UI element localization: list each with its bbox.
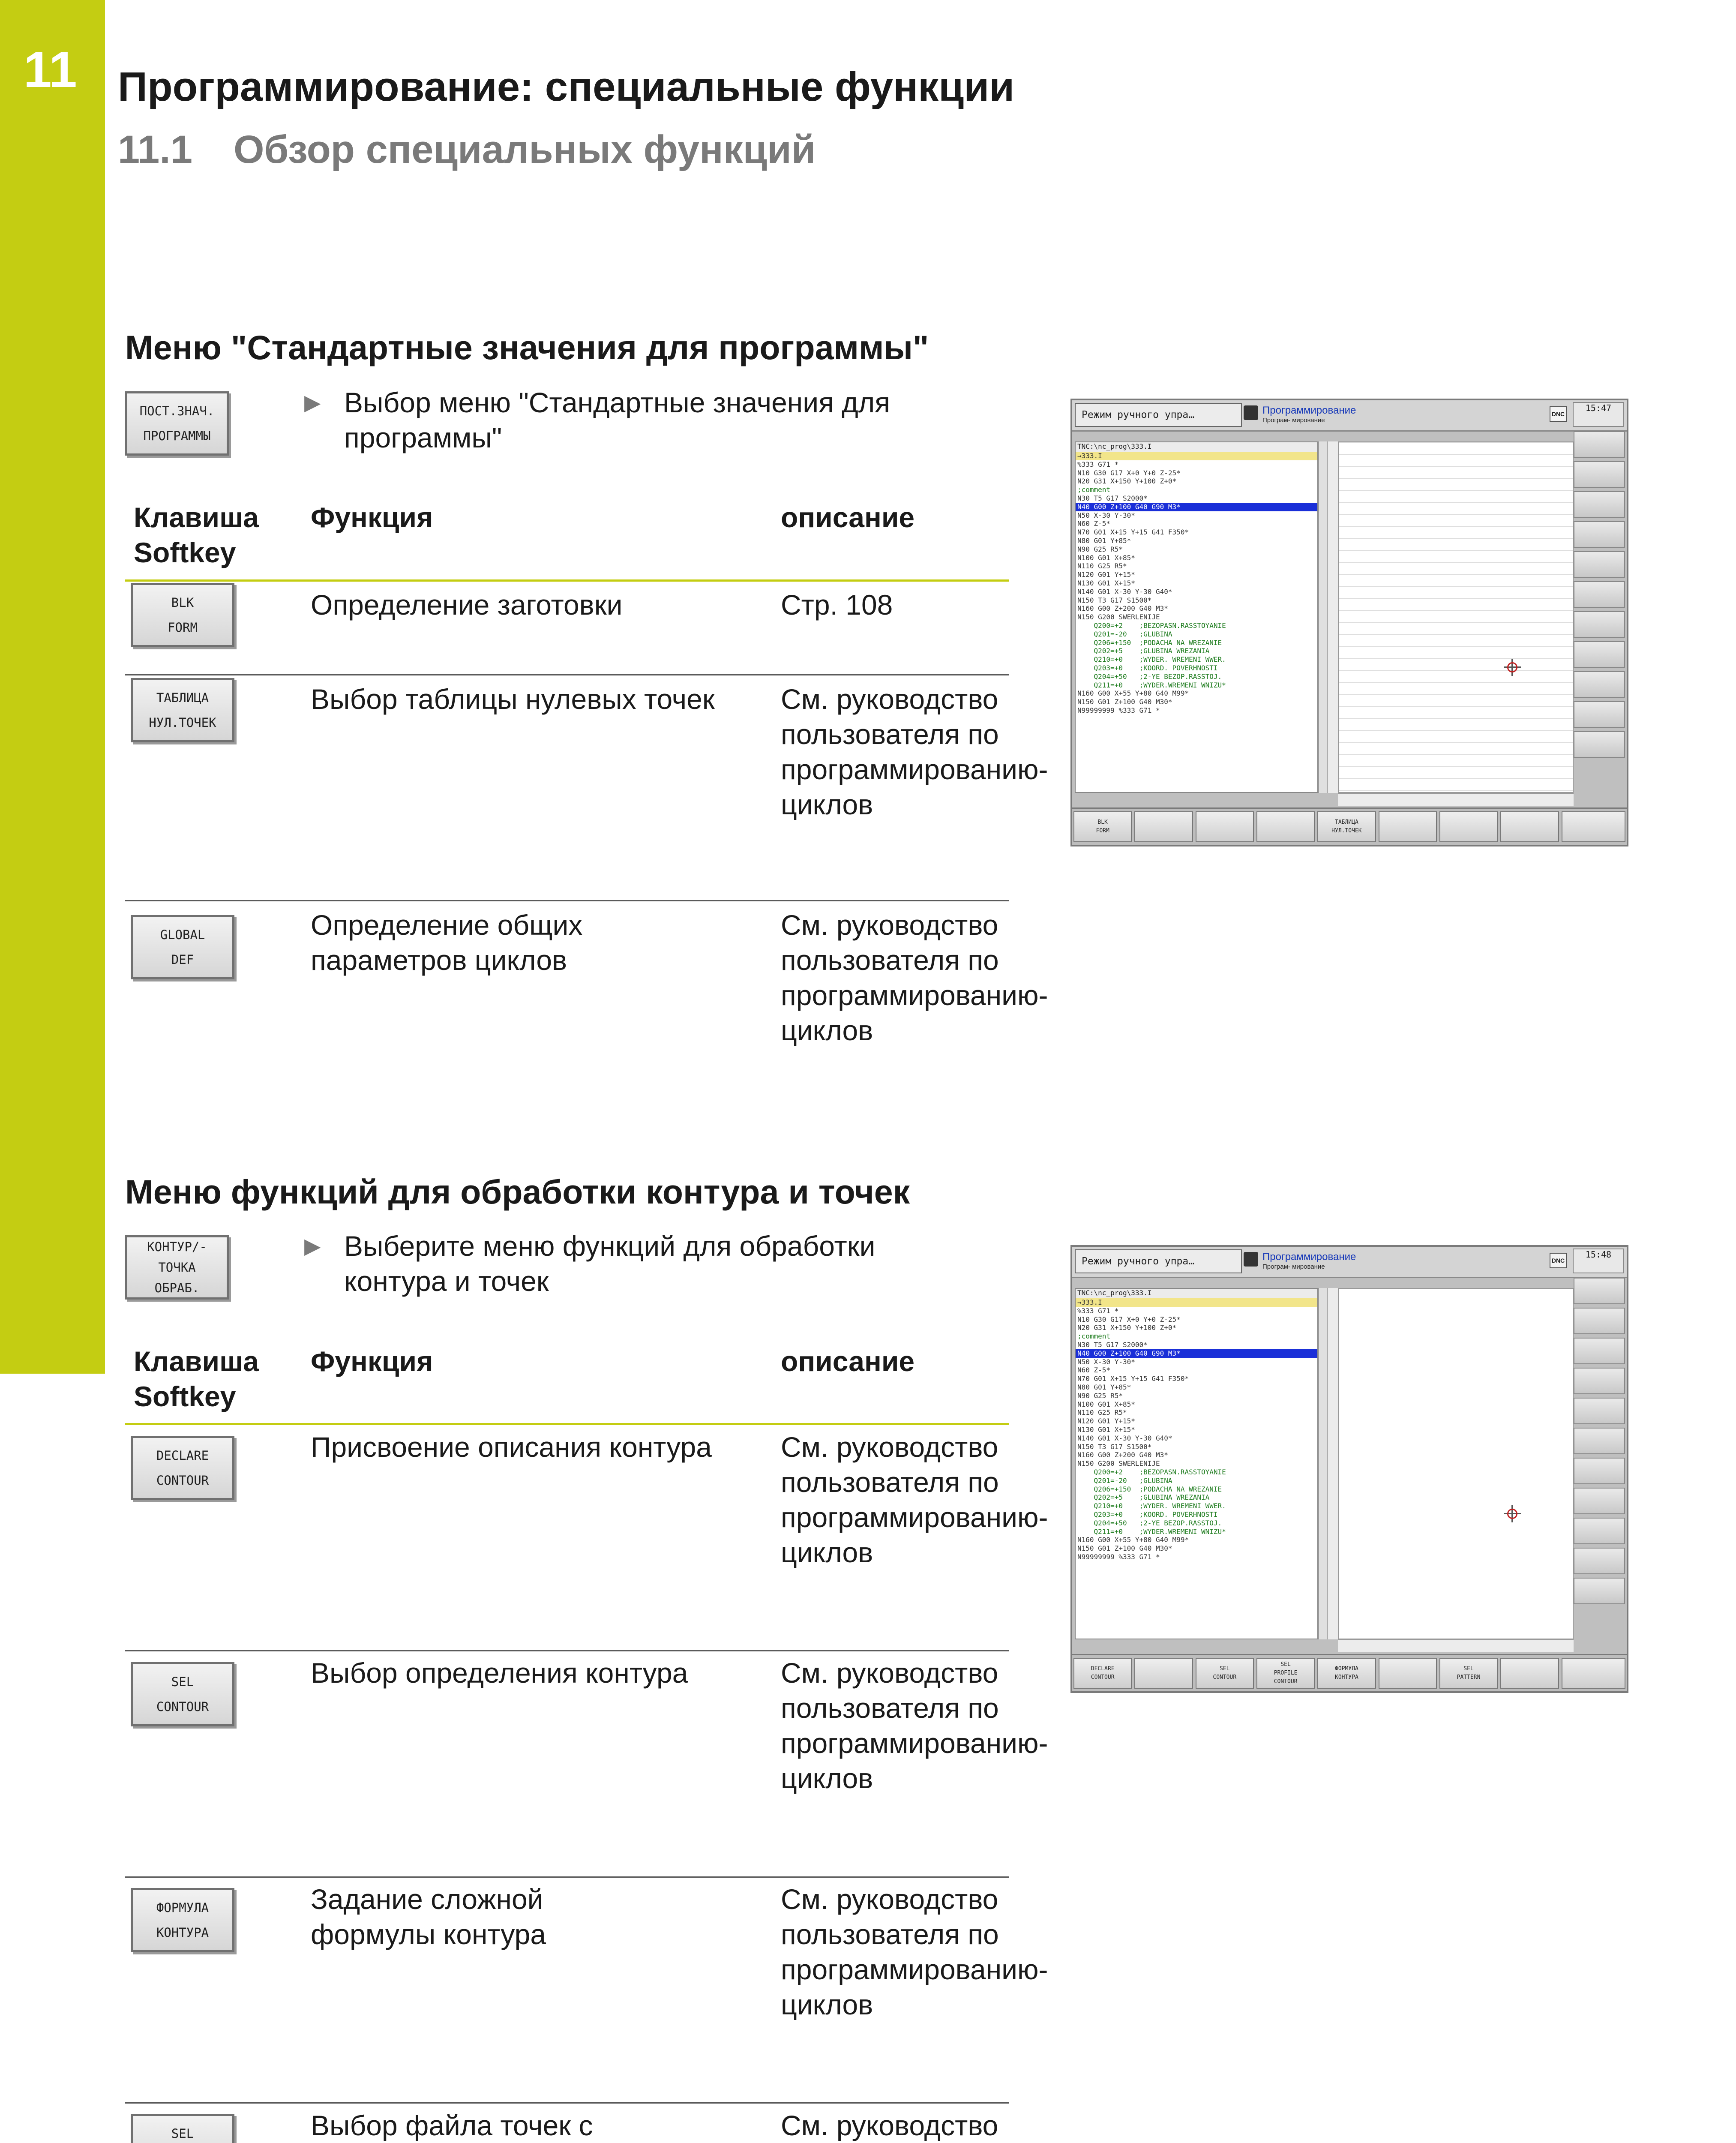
program-line[interactable]: N40 G00 Z+100 G40 G90 M3* <box>1076 503 1317 511</box>
program-line[interactable]: N30 T5 G17 S2000* <box>1077 494 1148 502</box>
softkey-datum-table[interactable] <box>131 678 234 742</box>
softkey-label: BLK <box>171 595 194 610</box>
screen-softkey-label: ФОРМУЛА <box>1335 1666 1358 1672</box>
vertical-softkey[interactable] <box>1574 1368 1625 1394</box>
program-line[interactable]: N70 G01 X+15 Y+15 G41 F350* <box>1077 528 1189 537</box>
section-title-text: Обзор специальных функций <box>234 128 816 171</box>
clock-display: 15:47 <box>1573 402 1624 427</box>
section-title <box>118 127 816 172</box>
softkey-label: ОБРАБ. <box>154 1281 200 1295</box>
program-line[interactable]: N10 G30 G17 X+0 Y+0 Z-25* <box>1077 468 1181 477</box>
softkey-label: SEL <box>171 1675 194 1689</box>
vertical-ruler <box>1327 1288 1338 1639</box>
program-path: TNC:\nc_prog\333.I <box>1076 442 1317 452</box>
horizontal-ruler <box>1338 1639 1574 1652</box>
program-line[interactable]: N90 G25 R5* <box>1077 545 1123 553</box>
program-line[interactable]: Q211=+0 ;WYDER.WREMENI WNIZU* <box>1077 681 1226 689</box>
softkey-declare-contour[interactable] <box>131 1436 234 1500</box>
softkey-label: CONTOUR <box>156 1473 209 1488</box>
section-number: 11.1 <box>118 128 192 171</box>
softkey-label: FORM <box>168 620 198 635</box>
chapter-title: Программирование: специальные функции <box>118 64 1015 110</box>
program-line[interactable]: N100 G01 X+85* <box>1077 553 1135 562</box>
vertical-softkey[interactable] <box>1574 461 1625 488</box>
vertical-softkey[interactable] <box>1574 1518 1625 1544</box>
program-line[interactable]: N30 T5 G17 S2000* <box>1077 1340 1148 1349</box>
program-line[interactable]: N130 G01 X+15* <box>1077 579 1135 587</box>
softkey-label: НУЛ.ТОЧЕК <box>149 715 216 730</box>
softkey-label: ФОРМУЛА <box>156 1900 209 1915</box>
screen-softkey-label: SEL <box>1220 1666 1230 1672</box>
program-line[interactable]: N120 G01 Y+15* <box>1077 1417 1135 1426</box>
menu2-header-rule <box>125 1423 1009 1425</box>
program-line[interactable]: N160 G00 Z+200 G40 M3* <box>1077 604 1168 613</box>
program-line[interactable]: N110 G25 R5* <box>1077 1408 1127 1417</box>
menu2-row3-function: Задание сложной формулы контура <box>311 1883 546 1950</box>
screen-softkey[interactable] <box>1256 1658 1315 1689</box>
program-line[interactable]: N150 T3 G17 S1500* <box>1077 596 1152 604</box>
program-lines <box>1076 452 1317 715</box>
program-line[interactable]: N110 G25 R5* <box>1077 562 1127 570</box>
menu2-row1-function: Присвоение описания контура <box>311 1431 712 1463</box>
vertical-softkey[interactable] <box>1574 551 1625 578</box>
mode-tab-manual[interactable]: Режим ручного упра… <box>1075 403 1242 427</box>
programming-icon <box>1244 405 1258 420</box>
table-row-divider <box>125 1876 1009 1878</box>
softkey-label: CONTOUR <box>156 1699 209 1714</box>
program-line[interactable]: N50 X-30 Y-30* <box>1077 1357 1135 1366</box>
program-line[interactable]: N20 G31 X+150 Y+100 Z+0* <box>1077 1324 1177 1332</box>
screen-softkey[interactable] <box>1439 1658 1498 1689</box>
screen-softkey[interactable] <box>1439 811 1498 842</box>
tool-position-marker-icon <box>1504 1505 1521 1522</box>
menu2-header-softkey: Клавиша Softkey <box>134 1345 259 1412</box>
vertical-softkey[interactable] <box>1574 611 1625 638</box>
program-line[interactable]: ;comment <box>1077 1332 1111 1341</box>
menu1-row2-description: См. руководство пользователя по программированию- циклов <box>781 683 1048 820</box>
screen-softkey-label: КОНТУРА <box>1335 1674 1358 1681</box>
dnc-icon: DNC <box>1550 1253 1567 1268</box>
program-path: TNC:\nc_prog\333.I <box>1076 1289 1317 1298</box>
screen-softkey-label: ТАБЛИЦА <box>1335 819 1358 825</box>
screen-softkey-label: SEL <box>1463 1666 1474 1672</box>
vertical-softkey[interactable] <box>1574 671 1625 698</box>
horizontal-ruler <box>1338 793 1574 806</box>
programming-icon <box>1244 1252 1258 1267</box>
vertical-softkey[interactable] <box>1574 1278 1625 1304</box>
softkey-sel-contour[interactable] <box>131 1662 234 1726</box>
menu2-row2-function: Выбор определения контура <box>311 1657 688 1689</box>
program-line[interactable]: N99999999 %333 G71 * <box>1077 1552 1160 1561</box>
screen-softkey[interactable] <box>1317 811 1376 842</box>
softkey-label: КОНТУРА <box>156 1925 209 1940</box>
vertical-softkey[interactable] <box>1574 1488 1625 1514</box>
program-line[interactable]: Q204=+50 ;2-YE BEZOP.RASSTOJ. <box>1077 1519 1222 1527</box>
program-line[interactable]: N150 G200 SWERLENIJE <box>1077 613 1160 621</box>
vertical-ruler <box>1327 441 1338 793</box>
program-line[interactable]: Q201=-20 ;GLUBINA <box>1077 1476 1172 1485</box>
chapter-tab <box>0 0 105 1374</box>
tnc-screen-contour-menu <box>1070 1245 1628 1693</box>
program-line[interactable]: Q202=+5 ;GLUBINA WREZANIA <box>1077 1493 1210 1502</box>
screen-softkey-label: CONTOUR <box>1274 1678 1298 1685</box>
menu2-header-function: Функция <box>311 1345 433 1377</box>
table-row-divider <box>125 2102 1009 2104</box>
softkey-label: ПОСТ.ЗНАЧ. <box>139 404 215 418</box>
editor-scrollbar[interactable] <box>1318 441 1327 793</box>
menu1-row1-description: Стр. 108 <box>781 589 893 621</box>
tnc-screen-program-defaults <box>1070 399 1628 846</box>
program-line[interactable]: N160 G00 X+55 Y+80 G40 M99* <box>1077 1536 1189 1544</box>
program-line[interactable]: N150 T3 G17 S1500* <box>1077 1442 1152 1451</box>
screen-softkey[interactable] <box>1562 1658 1626 1689</box>
menu2-header-description: описание <box>781 1345 915 1377</box>
screen-softkey[interactable] <box>1134 811 1193 842</box>
vertical-softkey[interactable] <box>1574 1578 1625 1604</box>
program-line[interactable]: %333 G71 * <box>1077 1306 1119 1315</box>
menu2-row1-description: См. руководство пользователя по программированию- циклов <box>781 1431 1048 1568</box>
vertical-softkey[interactable] <box>1574 521 1625 548</box>
vertical-softkey[interactable] <box>1574 431 1625 458</box>
program-line[interactable]: N150 G01 Z+100 G40 M30* <box>1077 1544 1172 1553</box>
menu1-step-text: Выбор меню "Стандартные значения для программы" <box>344 387 890 453</box>
menu1-header-softkey: Клавиша Softkey <box>134 501 259 568</box>
graphics-window <box>1338 441 1574 793</box>
vertical-softkey[interactable] <box>1574 581 1625 608</box>
program-editor[interactable] <box>1075 1288 1318 1639</box>
vertical-softkey[interactable] <box>1574 1458 1625 1484</box>
tool-position-marker-icon <box>1504 659 1521 676</box>
screen-softkey[interactable] <box>1562 811 1626 842</box>
softkey-label: ТАБЛИЦА <box>156 690 209 705</box>
program-line[interactable]: N140 G01 X-30 Y-30 G40* <box>1077 1434 1172 1442</box>
softkey-row <box>1072 807 1627 845</box>
screen-header <box>1072 400 1627 432</box>
vertical-softkey[interactable] <box>1574 701 1625 728</box>
screen-softkey-label: НУЛ.ТОЧЕК <box>1331 828 1362 834</box>
program-line[interactable]: N90 G25 R5* <box>1077 1391 1123 1400</box>
screen-softkey[interactable] <box>1073 1658 1132 1689</box>
screen-softkey[interactable] <box>1196 811 1254 842</box>
mode-tab-label: Программирование <box>1262 405 1356 416</box>
menu1-header-function: Функция <box>311 501 433 533</box>
program-line[interactable]: N60 Z-5* <box>1077 519 1111 528</box>
program-lines <box>1076 1298 1317 1561</box>
menu1-header-rule <box>125 579 1009 582</box>
softkey-program-defaults[interactable] <box>125 391 229 456</box>
mode-tab-manual[interactable]: Режим ручного упра… <box>1075 1249 1242 1273</box>
clock-display: 15:48 <box>1573 1249 1624 1273</box>
screen-softkey-label: CONTOUR <box>1213 1674 1237 1681</box>
softkey-contour-formula[interactable] <box>131 1888 234 1952</box>
program-line[interactable]: %333 G71 * <box>1077 460 1119 468</box>
softkey-row <box>1072 1654 1627 1691</box>
program-editor[interactable] <box>1075 441 1318 793</box>
editor-scrollbar[interactable] <box>1318 1288 1327 1639</box>
mode-tab-sublabel: Програм- мирование <box>1262 417 1325 424</box>
screen-softkey[interactable] <box>1317 1658 1376 1689</box>
softkey-label: ПРОГРАММЫ <box>143 429 211 443</box>
softkey-global-def[interactable] <box>131 915 234 979</box>
vertical-softkey-bar <box>1573 1278 1626 1655</box>
table-row-divider <box>125 900 1009 901</box>
menu2-row4-function: Выбор файла точек с <box>311 2110 593 2141</box>
program-line[interactable]: →333.I <box>1076 452 1317 460</box>
screen-softkey[interactable] <box>1500 1658 1559 1689</box>
step-arrow-icon: ▶ <box>304 390 321 414</box>
chapter-number: 11 <box>24 42 77 98</box>
program-line[interactable]: Q206=+150 ;PODACHA NA WREZANIE <box>1077 1485 1222 1493</box>
program-line[interactable]: N60 Z-5* <box>1077 1366 1111 1375</box>
program-line[interactable]: N130 G01 X+15* <box>1077 1425 1135 1434</box>
screen-softkey-label: FORM <box>1096 828 1109 834</box>
program-line[interactable]: ;comment <box>1077 486 1111 494</box>
program-line[interactable]: N160 G00 X+55 Y+80 G40 M99* <box>1077 689 1189 698</box>
program-line[interactable]: Q203=+0 ;KOORD. POVERHNOSTI <box>1077 663 1218 672</box>
menu2-step-text: Выберите меню функций для обработки контура и точек <box>344 1230 875 1297</box>
menu2-row2-description: См. руководство пользователя по программированию- циклов <box>781 1657 1048 1794</box>
program-line[interactable]: →333.I <box>1076 1298 1317 1307</box>
screen-softkey-label: DECLARE <box>1091 1666 1115 1672</box>
menu2-heading: Меню функций для обработки контура и точек <box>125 1173 910 1211</box>
screen-softkey[interactable] <box>1134 1658 1193 1689</box>
menu1-heading: Меню "Стандартные значения для программы" <box>125 328 929 366</box>
vertical-softkey-bar <box>1573 431 1626 808</box>
graphics-window <box>1338 1288 1574 1639</box>
vertical-softkey[interactable] <box>1574 1428 1625 1454</box>
table-row-divider <box>125 1650 1009 1651</box>
program-line[interactable]: N150 G01 Z+100 G40 M30* <box>1077 698 1172 706</box>
screen-softkey[interactable] <box>1256 811 1315 842</box>
program-line[interactable]: N80 G01 Y+85* <box>1077 536 1131 545</box>
softkey-label: ТОЧКА <box>158 1260 196 1275</box>
program-line[interactable]: Q201=-20 ;GLUBINA <box>1077 630 1172 638</box>
menu2-row3-description: См. руководство пользователя по программированию- циклов <box>781 1883 1048 2020</box>
program-line[interactable]: Q200=+2 ;BEZOPASN.RASSTOYANIE <box>1077 1468 1226 1476</box>
vertical-softkey[interactable] <box>1574 1338 1625 1364</box>
softkey-sel-pattern[interactable] <box>131 2114 234 2143</box>
mode-tab-programming[interactable] <box>1244 403 1398 427</box>
program-line[interactable]: Q211=+0 ;WYDER.WREMENI WNIZU* <box>1077 1527 1226 1536</box>
program-line[interactable]: Q204=+50 ;2-YE BEZOP.RASSTOJ. <box>1077 672 1222 681</box>
mode-tab-sublabel: Програм- мирование <box>1262 1263 1325 1270</box>
screen-softkey-label: PROFILE <box>1274 1670 1298 1676</box>
program-line[interactable]: N20 G31 X+150 Y+100 Z+0* <box>1077 477 1177 486</box>
program-line[interactable]: Q202=+5 ;GLUBINA WREZANIA <box>1077 647 1210 655</box>
softkey-label: GLOBAL <box>160 927 205 942</box>
softkey-contour-point-machining[interactable] <box>125 1235 229 1300</box>
menu1-row1-function: Определение заготовки <box>311 589 623 621</box>
vertical-softkey[interactable] <box>1574 491 1625 518</box>
program-line[interactable]: N50 X-30 Y-30* <box>1077 511 1135 519</box>
vertical-softkey[interactable] <box>1574 1308 1625 1334</box>
screen-softkey[interactable] <box>1379 811 1437 842</box>
vertical-softkey[interactable] <box>1574 1398 1625 1424</box>
screen-header <box>1072 1247 1627 1278</box>
softkey-blk-form[interactable] <box>131 583 234 647</box>
program-line[interactable]: N120 G01 Y+15* <box>1077 570 1135 579</box>
screen-softkey[interactable] <box>1196 1658 1254 1689</box>
menu1-row3-description: См. руководство пользователя по программированию- циклов <box>781 909 1048 1046</box>
program-line[interactable]: N80 G01 Y+85* <box>1077 1383 1131 1391</box>
screen-softkey[interactable] <box>1379 1658 1437 1689</box>
vertical-softkey[interactable] <box>1574 731 1625 758</box>
mode-tab-programming[interactable] <box>1244 1249 1398 1273</box>
vertical-softkey[interactable] <box>1574 641 1625 668</box>
softkey-label: DECLARE <box>156 1448 209 1463</box>
mode-tab-label: Программирование <box>1262 1251 1356 1263</box>
program-line[interactable]: N150 G200 SWERLENIJE <box>1077 1459 1160 1468</box>
screen-softkey-label: PATTERN <box>1457 1674 1481 1681</box>
dnc-icon: DNC <box>1550 406 1567 422</box>
softkey-label: SEL <box>171 2126 194 2141</box>
step-arrow-icon: ▶ <box>304 1234 321 1258</box>
menu1-header-description: описание <box>781 501 915 533</box>
program-line[interactable]: N160 G00 Z+200 G40 M3* <box>1077 1451 1168 1459</box>
program-line[interactable]: N70 G01 X+15 Y+15 G41 F350* <box>1077 1375 1189 1383</box>
screen-softkey-label: SEL <box>1280 1661 1291 1668</box>
screen-softkey[interactable] <box>1500 811 1559 842</box>
program-line[interactable]: N99999999 %333 G71 * <box>1077 706 1160 714</box>
screen-softkey-label: BLK <box>1097 819 1108 825</box>
softkey-label: КОНТУР/- <box>147 1240 207 1254</box>
program-line[interactable]: N100 G01 X+85* <box>1077 1400 1135 1408</box>
screen-softkey-label: CONTOUR <box>1091 1674 1115 1681</box>
menu2-row4-description: См. руководство <box>781 2110 998 2141</box>
menu1-row2-function: Выбор таблицы нулевых точек <box>311 683 715 715</box>
program-line[interactable]: Q203=+0 ;KOORD. POVERHNOSTI <box>1077 1510 1218 1519</box>
program-line[interactable]: N40 G00 Z+100 G40 G90 M3* <box>1076 1349 1317 1358</box>
program-line[interactable]: N10 G30 G17 X+0 Y+0 Z-25* <box>1077 1315 1181 1324</box>
menu1-row3-function: Определение общих параметров циклов <box>311 909 583 976</box>
table-row-divider <box>125 674 1009 675</box>
vertical-softkey[interactable] <box>1574 1548 1625 1574</box>
screen-softkey[interactable] <box>1073 811 1132 842</box>
program-line[interactable]: Q210=+0 ;WYDER. WREMENI WWER. <box>1077 655 1226 664</box>
program-line[interactable]: Q200=+2 ;BEZOPASN.RASSTOYANIE <box>1077 621 1226 630</box>
program-line[interactable]: Q210=+0 ;WYDER. WREMENI WWER. <box>1077 1502 1226 1510</box>
softkey-label: DEF <box>171 952 194 967</box>
program-line[interactable]: Q206=+150 ;PODACHA NA WREZANIE <box>1077 638 1222 647</box>
program-line[interactable]: N140 G01 X-30 Y-30 G40* <box>1077 587 1172 596</box>
